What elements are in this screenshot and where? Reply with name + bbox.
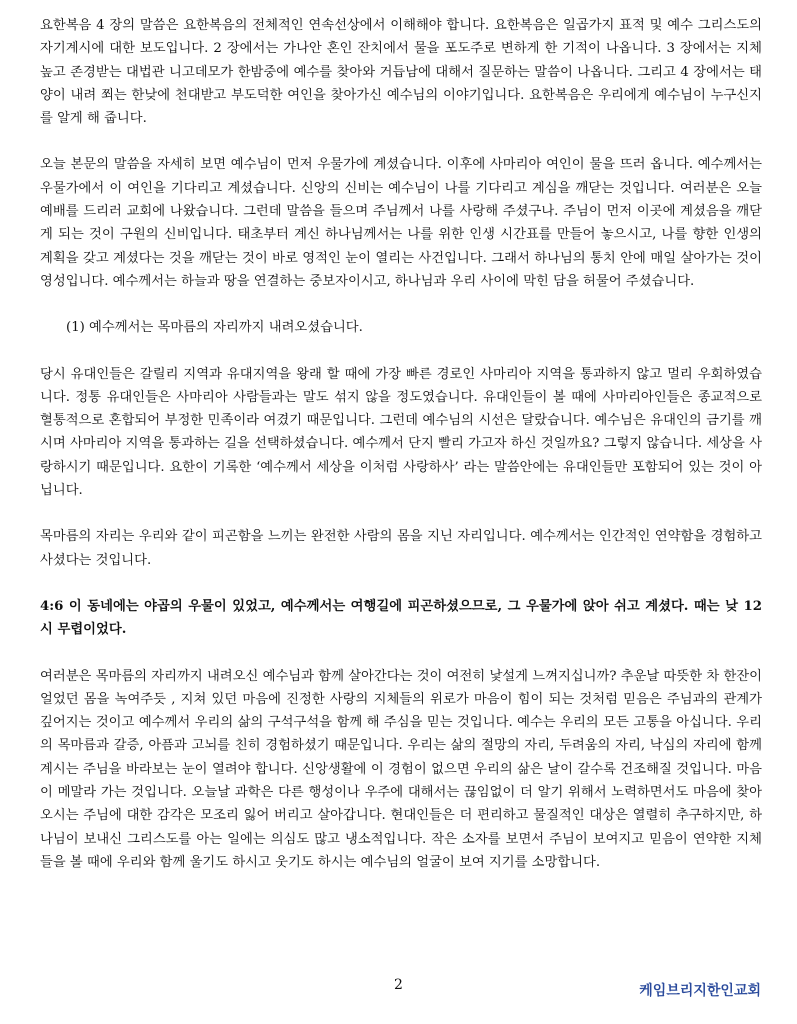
paragraph-spacer bbox=[40, 642, 762, 665]
paragraph-samaria: 당시 유대인들은 갈릴리 지역과 유대지역을 왕래 할 때에 가장 빠른 경로인 사마리아 지역을 통과하지 않고 멀리 우회하였습니다. 정통 유대인들은 사마리아 사람들과는 말도 섞지 않을 정도였습니다. 유대인들이 볼 때에 사마리아인들은 종교적으로 혈통적으로 혼합되어 부정한 민족이라 여겼기 때문입니다. 그런데 예수님의 시선은 달랐습니다. 예수님은 유대인의 금기를 깨시며 사마리아 지역을 통과하는 길을 선택하셨습니다. 예수께서 단지 빨리 가고자 하신 것일까요? 그렇지 않습니다. 세상을 사랑하시기 때문입니다. 요한이 기록한 ‘예수께서 세상을 이처럼 사랑하사’ 라는 말씀안에는 유대인들만 포함되어 있는 것이 아닙니다. bbox=[40, 366, 762, 499]
section-heading: (1) 예수께서는 목마름의 자리까지 내려오셨습니다. bbox=[66, 320, 363, 336]
bible-verse: 4:6 이 동네에는 야곱의 우물이 있었고, 예수께서는 여행길에 피곤하셨으므로, 그 우물가에 앉아 쉬고 계셨다. 때는 낮 12 시 무렵이었다. bbox=[40, 598, 762, 638]
paragraph-spacer bbox=[40, 572, 762, 595]
paragraph-well-waiting: 오늘 본문의 말씀을 자세히 보면 예수님이 먼저 우물가에 계셨습니다. 이후에 사마리아 여인이 물을 뜨러 옵니다. 예수께서는 우물가에서 이 여인을 기다리고 계셨습니다. 신앙의 신비는 예수님이 나를 기다리고 계심을 깨닫는 것입니다. 여러분은 오늘 예배를 드리러 교회에 나왔습니다. 그런데 말씀을 들으며 주님께서 나를 사랑해 주셨구나. 주님이 먼저 이곳에 계셨음을 깨닫게 되는 것이 구원의 신비입니다. 태초부터 계신 하나님께서는 나를 위한 인생 시간표를 만들어 놓으시고, 나를 향한 인생의 계획을 갖고 계셨다는 것을 깨닫는 것이 바로 영적인 눈이 열리는 사건입니다. 그래서 하나님의 통치 안에 매일 살아가는 것이 영성입니다. 예수께서는 하늘과 땅을 연결하는 중보자이시고, 하나님과 우리 사이에 막힌 담을 허물어 주셨습니다. bbox=[40, 157, 762, 289]
paragraph-intro: 요한복음 4 장의 말씀은 요한복음의 전체적인 연속선상에서 이해해야 합니다. 요한복음은 일곱가지 표적 및 예수 그리스도의 자기계시에 대한 보도입니다. 2 장에서는 가나안 혼인 잔치에서 물을 포도주로 변하게 한 기적이 나옵니다. 3 장에서는 지체 높고 존경받는 대법관 니고데모가 한밤중에 예수를 찾아와 거듭남에 대해서 질문하는 말씀이 나옵니다. 그리고 4 장에서는 태양이 내려 쬐는 한낮에 천대받고 부도덕한 여인을 찾아가신 예수님의 이야기입니다. 요한복음은 우리에게 예수님이 누구신지를 알게 해 줍니다. bbox=[40, 18, 762, 127]
document-body bbox=[40, 14, 762, 874]
paragraph-closing: 여러분은 목마름의 자리까지 내려오신 예수님과 함께 살아간다는 것이 여전히 낯설게 느껴지십니까? 추운날 따뜻한 차 한잔이 얼었던 몸을 녹여주듯 , 지쳐 있던 마음에 진정한 사랑의 지체들의 위로가 마음이 힘이 되는 것처럼 믿음은 주님과의 관계가 깊어지는 것이고 예수께서 우리의 삶의 구석구석을 함께 해 주심을 믿는 것입니다. 예수는 우리의 모든 고통을 아십니다. 우리의 목마름과 갈증, 아픔과 고뇌를 친히 경험하셨기 때문입니다. 우리는 삶의 절망의 자리, 두려움의 자리, 낙심의 자리에 함께 계시는 주님을 바라보는 눈이 열려야 합니다. 신앙생활에 이 경험이 없으면 우리의 삶은 날이 갈수록 건조해질 것입니다. 마음이 메말라 가는 것입니다. 오늘날 과학은 다른 행성이나 우주에 대해서는 끊임없이 더 알기 위해서 노력하면서도 마음에 찾아오시는 주님에 대한 감각은 모조리 잃어 버리고 살아갑니다. 현대인들은 더 편리하고 물질적인 대상은 열렬히 추구하지만, 하나님이 보내신 그리스도를 아는 일에는 의심도 많고 냉소적입니다. 작은 소자를 보면서 주님이 보여지고 믿음이 연약한 지체들을 볼 때에 우리와 함께 울기도 하시고 웃기도 하시는 예수님의 얼굴이 보여 지기를 소망합니다. bbox=[40, 668, 762, 870]
page-number: 2 bbox=[394, 977, 403, 993]
paragraph-spacer bbox=[40, 502, 762, 525]
paragraph-thirst: 목마름의 자리는 우리와 같이 피곤함을 느끼는 완전한 사람의 몸을 지닌 자리입니다. 예수께서는 인간적인 연약함을 경험하고 사셨다는 것입니다. bbox=[40, 529, 762, 568]
church-name-logo: 케임브리지한인교회 bbox=[639, 983, 761, 999]
paragraph-spacer bbox=[40, 130, 762, 153]
paragraph-spacer bbox=[40, 340, 762, 363]
paragraph-spacer bbox=[40, 293, 762, 316]
